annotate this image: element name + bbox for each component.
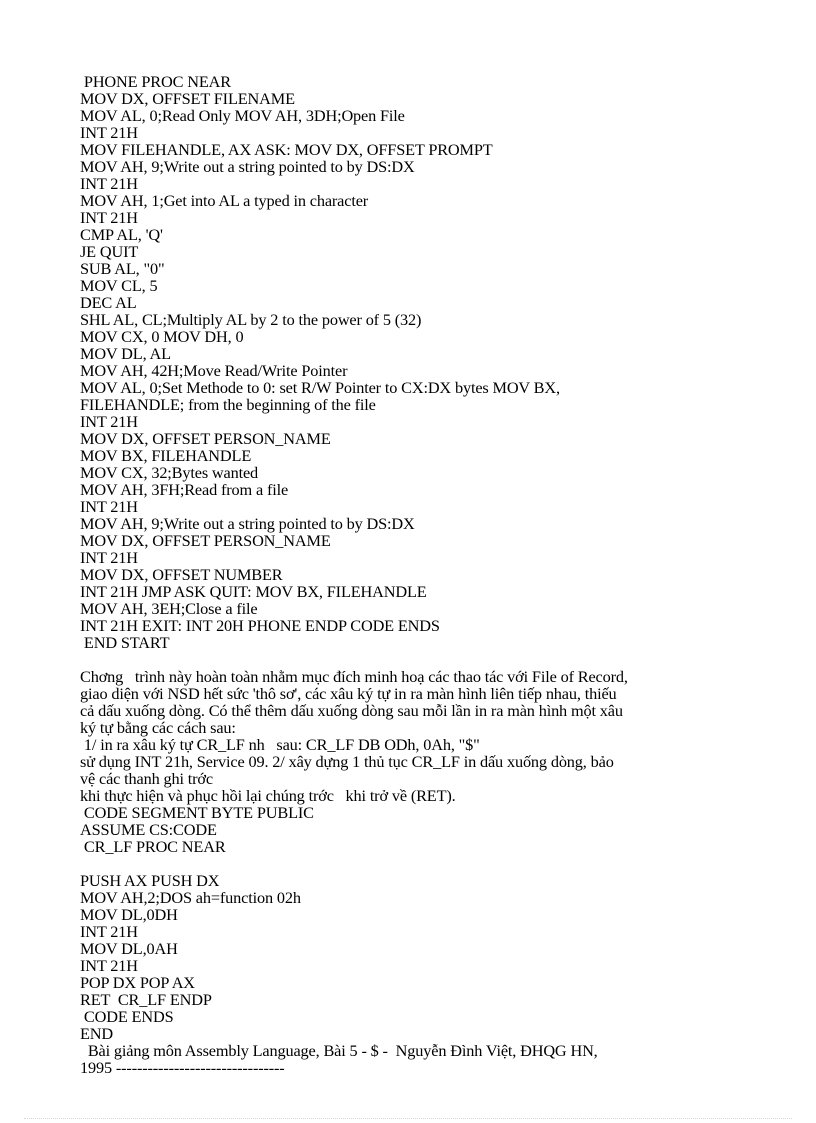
- blank-line: [80, 855, 770, 872]
- code-line: PUSH AX PUSH DX: [80, 871, 220, 890]
- code-line: MOV DL, AL: [80, 344, 171, 363]
- code-line: MOV AL, 0;Read Only MOV AH, 3DH;Open File: [80, 106, 405, 125]
- code-line: PHONE PROC NEAR: [80, 72, 231, 91]
- code-line: CMP AL, 'Q': [80, 225, 163, 244]
- paragraph-line: vệ các thanh ghi trớc: [80, 769, 213, 788]
- code-block-phone-proc: [80, 73, 770, 651]
- code-line: MOV DL,0AH: [80, 939, 178, 958]
- paragraph-line: sử dụng INT 21h, Service 09. 2/ xây dựng 1 thủ tục CR_LF in dấu xuống dòng, bảo: [80, 752, 614, 771]
- code-line: END START: [80, 633, 170, 652]
- code-line: END: [80, 1024, 114, 1043]
- code-line: MOV AH, 9;Write out a string pointed to by DS:DX: [80, 514, 415, 533]
- code-line: MOV AH, 42H;Move Read/Write Pointer: [80, 361, 348, 380]
- code-line: MOV AH, 3EH;Close a file: [80, 599, 258, 618]
- code-line: MOV FILEHANDLE, AX ASK: MOV DX, OFFSET PROMPT: [80, 140, 493, 159]
- code-line: MOV AH,2;DOS ah=function 02h: [80, 888, 301, 907]
- code-line: MOV DX, OFFSET PERSON_NAME: [80, 429, 331, 448]
- paragraph-line: 1/ in ra xâu ký tự CR_LF nh sau: CR_LF DB ODh, 0Ah, "$": [80, 735, 480, 754]
- code-line: INT 21H: [80, 956, 138, 975]
- code-line: DEC AL: [80, 293, 137, 312]
- code-line: FILEHANDLE; from the beginning of the file: [80, 395, 376, 414]
- code-line: JE QUIT: [80, 242, 139, 261]
- footer-line: Bài giảng môn Assembly Language, Bài 5 - $ - Nguyễn Đình Việt, ĐHQG HN,: [80, 1041, 598, 1060]
- code-line: POP DX POP AX: [80, 973, 195, 992]
- code-line: MOV DL,0DH: [80, 905, 178, 924]
- code-line: INT 21H: [80, 497, 138, 516]
- paragraph-line: cả dấu xuống dòng. Có thể thêm dấu xuống dòng sau mỗi lần in ra màn hình một xâu: [80, 701, 623, 720]
- page-bottom-divider: [24, 1118, 792, 1119]
- code-line: MOV CX, 32;Bytes wanted: [80, 463, 259, 482]
- code-line: MOV CL, 5: [80, 276, 158, 295]
- code-line: MOV AH, 9;Write out a string pointed to by DS:DX: [80, 157, 415, 176]
- code-line: MOV DX, OFFSET FILENAME: [80, 89, 295, 108]
- code-line: CODE ENDS: [80, 1007, 174, 1026]
- code-line: MOV DX, OFFSET PERSON_NAME: [80, 531, 331, 550]
- code-line: SUB AL, "0": [80, 259, 165, 278]
- code-line: INT 21H: [80, 922, 138, 941]
- code-line: MOV DX, OFFSET NUMBER: [80, 565, 283, 584]
- code-line: MOV AL, 0;Set Methode to 0: set R/W Pointer to CX:DX bytes MOV BX,: [80, 378, 560, 397]
- code-line: MOV AH, 1;Get into AL a typed in character: [80, 191, 369, 210]
- code-line: MOV BX, FILEHANDLE: [80, 446, 252, 465]
- code-line: INT 21H: [80, 123, 138, 142]
- paragraph-line: Chơng trình này hoàn toàn nhằm mục đích minh hoạ các thao tác với File of Record,: [80, 667, 628, 686]
- paragraph-line: CODE SEGMENT BYTE PUBLIC: [80, 803, 314, 822]
- paragraph-line: khi thực hiện và phục hồi lại chúng trớc khi trở về (RET).: [80, 786, 456, 805]
- paragraph-line: giao diện với NSD hết sức 'thô sơ', các xâu ký tự in ra màn hình liên tiếp nhau, thiếu: [80, 684, 617, 703]
- footer-line: 1995 --------------------------------: [80, 1058, 285, 1077]
- code-line: RET CR_LF ENDP: [80, 990, 212, 1009]
- paragraph-line: ký tự bằng các cách sau:: [80, 718, 236, 737]
- code-line: SHL AL, CL;Multiply AL by 2 to the power of 5 (32): [80, 310, 422, 329]
- code-line: MOV CX, 0 MOV DH, 0: [80, 327, 244, 346]
- code-line: INT 21H EXIT: INT 20H PHONE ENDP CODE ENDS: [80, 616, 440, 635]
- code-line: MOV AH, 3FH;Read from a file: [80, 480, 289, 499]
- code-line: INT 21H JMP ASK QUIT: MOV BX, FILEHANDLE: [80, 582, 427, 601]
- code-line: INT 21H: [80, 548, 138, 567]
- explanation-paragraph: [80, 668, 770, 855]
- code-block-cr-lf: [80, 872, 770, 1042]
- blank-line: [80, 651, 770, 668]
- code-line: INT 21H: [80, 208, 138, 227]
- code-line: INT 21H: [80, 412, 138, 431]
- paragraph-line: CR_LF PROC NEAR: [80, 837, 226, 856]
- document-text: [80, 73, 770, 1076]
- paragraph-line: ASSUME CS:CODE: [80, 820, 217, 839]
- footer-credit: [80, 1042, 770, 1076]
- code-line: INT 21H: [80, 174, 138, 193]
